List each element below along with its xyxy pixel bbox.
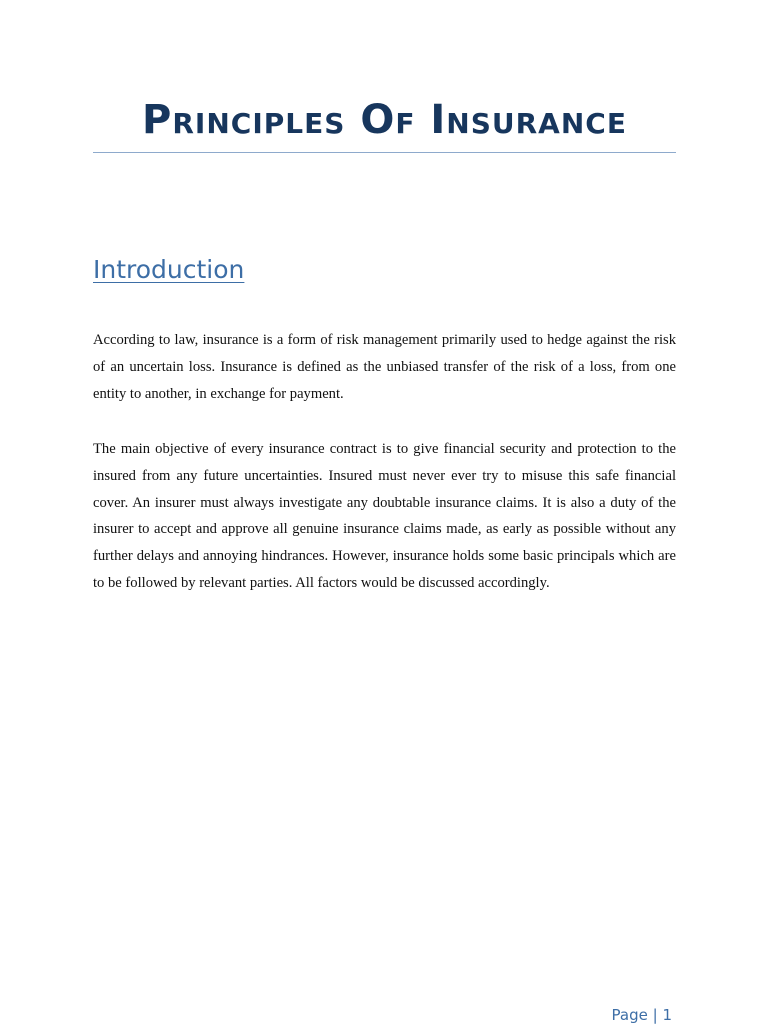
page-number-footer: Page | 1	[611, 1006, 672, 1024]
body-paragraph-2: The main objective of every insurance contract is to give financial security and protection to the insured from any future uncertainties. Insured must never ever try to misuse this safe financial cover. An insurer must always investigate any doubtable insurance claims. It is also a duty of the insurer to accept and approve all genuine insurance claims made, as early as possible without any further delays and annoying hindrances. However, insurance holds some basic principals which are to be followed by relevant parties. All factors would be discussed accordingly.	[93, 441, 676, 591]
body-paragraph-1: According to law, insurance is a form of risk management primarily used to hedge against the risk of an uncertain loss. Insurance is defined as the unbiased transfer of the risk of a loss, from one entity to another, in exchange for payment.	[93, 332, 676, 402]
title-underline-rule	[93, 152, 676, 153]
document-title: Principles Of Insurance	[142, 97, 627, 143]
section-heading-introduction: Introduction	[93, 255, 245, 284]
